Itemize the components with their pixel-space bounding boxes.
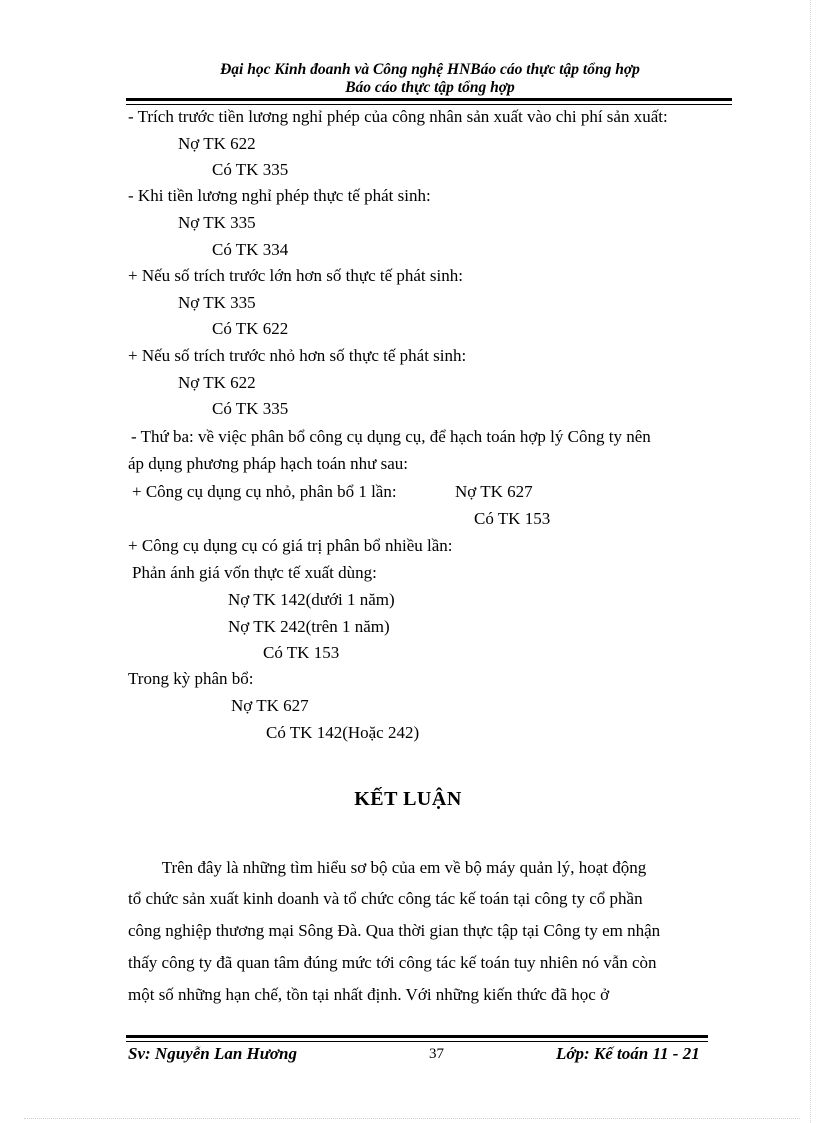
page-bottom-border [24, 1118, 800, 1119]
footer-rule [126, 1035, 708, 1038]
page-number: 37 [429, 1046, 444, 1062]
text-line: + Nếu số trích trước lớn hơn số thực tế phát sinh: [128, 266, 463, 285]
header-line-1: Đại học Kinh đoanh và Công nghệ HNBáo cáo thực tập tổng hợp [220, 61, 640, 78]
text-line: - Khi tiền lương nghỉ phép thực tế phát sinh: [128, 186, 431, 205]
text-line: Có TK 153 [474, 509, 551, 528]
text-line: áp dụng phương pháp hạch toán như sau: [128, 454, 409, 473]
text-line: Phản ánh giá vốn thực tế xuất dùng: [132, 563, 377, 582]
text-line: Nợ TK 242(trên 1 năm) [228, 617, 390, 636]
paragraph-line: thấy công ty đã quan tâm đúng mức tới công tác kế toán tuy nhiên nó vẫn còn [128, 953, 657, 972]
text-line: Trong kỳ phân bổ: [128, 669, 254, 688]
text-line: - Trích trước tiền lương nghỉ phép của công nhân sản xuất vào chi phí sản xuất: [128, 107, 668, 126]
text-line: Nợ TK 622 [178, 373, 256, 392]
paragraph-line: Trên đây là những tìm hiểu sơ bộ của em về bộ máy quản lý, hoạt động [128, 858, 647, 877]
text-line: Có TK 153 [263, 643, 340, 662]
header-rule [126, 98, 732, 101]
text-line: Có TK 142(Hoặc 242) [266, 723, 420, 742]
text-line: Có TK 335 [212, 399, 289, 418]
text-line: Nợ TK 627 [231, 696, 309, 715]
text-line: Nợ TK 142(dưới 1 năm) [228, 590, 395, 609]
section-title: KẾT LUẬN [354, 788, 462, 810]
student-name: Sv: Nguyễn Lan Hương [128, 1044, 298, 1063]
paragraph-line: công nghiệp thương mại Sông Đà. Qua thời gian thực tập tại Công ty em nhận [128, 921, 661, 940]
text-line: Nợ TK 627 [455, 482, 533, 501]
paragraph-line: một số những hạn chế, tồn tại nhất định. Với những kiến thức đã học ở [128, 985, 610, 1004]
text-line: Nợ TK 622 [178, 134, 256, 153]
header-rule-thin [126, 104, 732, 105]
text-line: Nợ TK 335 [178, 293, 256, 312]
footer-rule-thin [126, 1041, 708, 1042]
page-right-border [810, 0, 811, 1123]
text-line: + Nếu số trích trước nhỏ hơn số thực tế phát sinh: [128, 346, 467, 365]
text-line: Có TK 622 [212, 319, 289, 338]
text-line: + Công cụ dụng cụ nhỏ, phân bổ 1 lần: [132, 482, 397, 501]
text-line: Có TK 335 [212, 160, 289, 179]
text-line: + Công cụ dụng cụ có giá trị phân bổ nhiều lần: [128, 536, 453, 555]
text-line: Có TK 334 [212, 240, 289, 259]
class-name: Lớp: Kế toán 11 - 21 [556, 1044, 700, 1063]
header-line-2: Báo cáo thực tập tổng hợp [345, 79, 515, 96]
paragraph-line: tổ chức sản xuất kinh doanh và tổ chức công tác kế toán tại công ty cổ phần [128, 889, 643, 908]
text-line: - Thứ ba: về việc phân bổ công cụ dụng cụ, để hạch toán hợp lý Công ty nên [131, 427, 651, 446]
text-line: Nợ TK 335 [178, 213, 256, 232]
